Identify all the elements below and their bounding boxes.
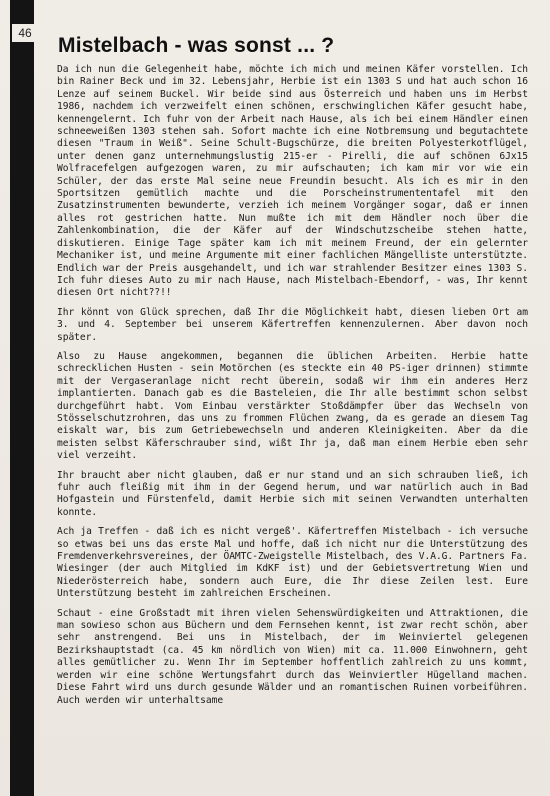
paragraph-repairs: Also zu Hause angekommen, begannen die üblichen Arbeiten. Herbie hatte schrecklichen Husten - sein Motörchen (es steckte ein 40 PS-iger drinnen) stimmte mit der Vergaseranlage nicht recht überein, sodaß wir ihm ein anderes Herz implantierten. Danach gab es die Basteleien, die Ihr alle bestimmt schon selbst durchgeführt habt. Vom Einbau verstärkter Stoßdämpfer über das Wechseln von Stösselschutzrohren, das uns zu frommen Flüchen zwang, da es gerade an diesem Tag eiskalt war, bis zum Getriebewechseln und anderen Kleinigkeiten. Aber da die meisten selbst Käferschrauber sind, wißt Ihr ja, daß man einem Herbie eben sehr viel verzeiht. bbox=[57, 350, 528, 462]
paragraph-meeting: Ach ja Treffen - daß ich es nicht vergeß'. Käfertreffen Mistelbach - ich versuche so etwas bei uns das erste Mal und hoffe, daß ich nicht nur die Unterstützung des Fremdenverkehrsvereines, der ÖAMTC-Zweigstelle Mistelbach, des V.A.G. Partners Fa. Wiesinger (der auch Mitglied im KdKF ist) und der Gebietsvertretung Wien und Niederösterreich habe, sondern auch Eure, die Ihr diese Zeilen lest. Eure Unterstützung besteht im zahlreichen Erscheinen. bbox=[57, 526, 528, 600]
page-number: 46 bbox=[12, 24, 38, 42]
paragraph-invitation: Ihr könnt von Glück sprechen, daß Ihr die Möglichkeit habt, diesen lieben Ort am 3. und 4. September bei unserem Käfertreffen kennenzulernen. Aber davon noch später. bbox=[57, 306, 528, 343]
margin-bar bbox=[10, 0, 34, 796]
paragraph-intro: Da ich nun die Gelegenheit habe, möchte ich mich und meinen Käfer vorstellen. Ich bin Rainer Beck und im 32. Lebensjahr, Herbie ist ein 1303 S und hat auch schon 16 Lenze auf seinem Buckel. Wir beide sind aus Österreich und haben uns im Herbst 1986, nachdem ich verzweifelt einen schönen, erschwinglichen Käfer gesucht habe, kennengelernt. Ich fuhr von der Arbeit nach Hause, als ich bei einem Händler einen schneeweißen 1303 stehen sah. Sofort machte ich eine Notbremsung und begutachtete diesen "Traum in Weiß". Seine Schult-Bugschürze, die breiten Polyesterkotflügel, unter denen ganz unternehmungslustig 215-er - Pirelli, die auf schönen 6Jx15 Wolfracefelgen aufgezogen waren, zu mir aufschauten; ich kam mir vor wie ein Schüler, der das erste Mal seine neue Freundin besucht. Als ich es mir in den Sportsitzen gemütlich machte und die Porscheinstrumententafel mit den Zusatzinstrumenten bewunderte, verzieh ich meinem Vorgänger sogar, daß er innen alles rot gestrichen hatte. Nun mußte ich mit dem Händler noch über die Zahlenkombination, die der Käfer auf der Windschutzscheibe stehen hatte, diskutieren. Einige Tage später kam ich mit meinem Freund, der ein gelernter Mechaniker ist, und meine Argumente mit einer fachlichen Mängelliste unterstützte. Endlich war der Preis ausgehandelt, und ich war strahlender Besitzer eines 1303 S. Ich fuhr dieses Auto zu mir nach Hause, nach Mistelbach-Ebendorf, - was, Ihr kennt diesen Ort nicht??!! bbox=[57, 64, 528, 299]
paragraph-driving: Ihr braucht aber nicht glauben, daß er nur stand und an sich schrauben ließ, ich fuhr auch fleißig mit ihm in der Gegend herum, und war natürlich auch in Bad Hofgastein und Fürstenfeld, damit Herbie sich mit seinen Verwandten unterhalten konnte. bbox=[57, 469, 528, 518]
article-body bbox=[57, 64, 528, 714]
page-title: Mistelbach - was sonst ... ? bbox=[58, 34, 335, 58]
paragraph-mistelbach: Schaut - eine Großstadt mit ihren vielen Sehenswürdigkeiten und Attraktionen, die man sowieso schon aus Büchern und dem Fernsehen kennt, ist zwar recht schön, aber sehr anstrengend. Bei uns in Mistelbach, der im Weinviertel gelegenen Bezirkshauptstadt (ca. 45 km nördlich von Wien) mit ca. 11.000 Einwohnern, geht alles gemütlicher zu. Wenn Ihr im September hoffentlich zahlreich zu uns kommt, werden wir eine schöne Wertungsfahrt durch das Weinviertler Hügelland machen. Diese Fahrt wird uns durch gesunde Wälder und an romantischen Ruinen vorbeiführen. Auch werden wir unterhaltsame bbox=[57, 607, 528, 706]
